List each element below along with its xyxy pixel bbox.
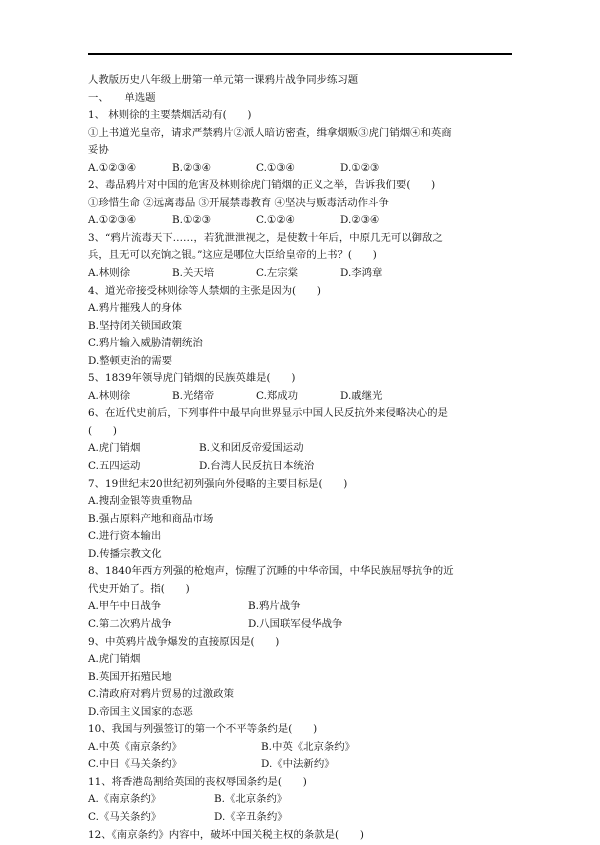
option-c: C.左宗棠 <box>256 267 299 280</box>
option-c: C.《马关条约》 <box>88 810 162 823</box>
header-rule <box>88 53 512 55</box>
option-row <box>88 616 516 634</box>
option-b: B.英国开拓殖民地 <box>88 670 172 683</box>
question-6 <box>88 405 516 475</box>
option-a: A.鸦片摧残人的身体 <box>88 302 182 315</box>
question-3 <box>88 230 516 283</box>
question-7 <box>88 476 516 564</box>
section-title: 一、 单选题 <box>88 91 156 104</box>
option-row <box>88 756 516 774</box>
question-stem: 9、中英鸦片战争爆发的直接原因是( ) <box>88 635 280 648</box>
question-10 <box>88 721 516 774</box>
option-d: D.戚继光 <box>340 389 383 402</box>
option-b: B.关天培 <box>172 267 215 280</box>
option-row <box>88 265 516 283</box>
question-4 <box>88 283 516 371</box>
option-row <box>88 388 516 406</box>
question-9 <box>88 634 516 722</box>
option-c: C.清政府对鸦片贸易的过激政策 <box>88 688 234 701</box>
question-2 <box>88 177 516 230</box>
option-d: D.传播宗教文化 <box>88 547 162 560</box>
option-row <box>88 809 516 827</box>
option-d: D.《辛丑条约》 <box>214 810 288 823</box>
question-stem: ( ) <box>88 424 117 437</box>
question-stem: 8、1840年西方列强的枪炮声，惊醒了沉睡的中华帝国，中华民族屈辱抗争的近 <box>88 565 454 578</box>
option-row <box>88 791 516 809</box>
question-8 <box>88 563 516 633</box>
question-stem: 7、19世纪末20世纪初列强向外侵略的主要目标是( ) <box>88 477 348 490</box>
question-12 <box>88 827 516 845</box>
question-1 <box>88 107 516 177</box>
option-a: A.①②③④ <box>88 161 137 174</box>
option-c: C.①②④ <box>256 214 295 227</box>
option-b: B.义和团反帝爱国运动 <box>199 442 304 455</box>
option-b: B.②③④ <box>172 161 211 174</box>
question-stem: 2、毒品鸦片对中国的危害及林则徐虎门销烟的正义之举，告诉我们要( ) <box>88 179 436 192</box>
question-stem: 4、道光帝接受林则徐等人禁烟的主张是因为( ) <box>88 284 321 297</box>
option-d: D.①②③ <box>340 161 380 174</box>
option-c: C.①③④ <box>256 161 295 174</box>
option-row <box>88 739 516 757</box>
option-row <box>88 212 516 230</box>
question-stem: 3、“鸦片流毒天下……，若犹泄泄视之，是使数十年后，中原几无可以御敌之 <box>88 231 443 244</box>
question-stem: ①上书道光皇帝，请求严禁鸦片②派人暗访密查，缉拿烟贩③虎门销烟④和英商 <box>88 126 452 139</box>
option-d: D.整顿吏治的需要 <box>88 354 172 367</box>
option-c: C.第二次鸦片战争 <box>88 617 172 630</box>
option-row <box>88 598 516 616</box>
question-stem: 代史开始了。指( ) <box>88 582 190 595</box>
option-d: D.②③④ <box>340 214 380 227</box>
question-stem: 6、在近代史前后，下列事件中最早向世界显示中国人民反抗外来侵略决心的是 <box>88 407 448 420</box>
document-body <box>88 72 516 844</box>
option-a: A.中英《南京条约》 <box>88 740 182 753</box>
question-stem: 5、1839年领导虎门销烟的民族英雄是( ) <box>88 372 296 385</box>
option-a: A.林则徐 <box>88 389 130 402</box>
option-c: C.郑成功 <box>256 389 299 402</box>
option-a: A.虎门销烟 <box>88 653 141 666</box>
option-b: B.坚持闭关锁国政策 <box>88 319 183 332</box>
question-stem: 11、将香港岛割给英国的丧权辱国条约是( ) <box>88 775 307 788</box>
question-stem: 12、《南京条约》内容中，破坏中国关税主权的条款是( ) <box>88 828 364 841</box>
option-b: B.强占原料产地和商品市场 <box>88 512 214 525</box>
option-a: A.甲午中日战争 <box>88 600 162 613</box>
option-c: C.进行资本输出 <box>88 530 162 543</box>
option-c: C.中日《马关条约》 <box>88 758 183 771</box>
option-c: C.五四运动 <box>88 460 141 473</box>
option-b: B.光绪帝 <box>172 389 215 402</box>
question-stem: ①珍惜生命 ②远离毒品 ③开展禁毒教育 ④坚决与贩毒活动作斗争 <box>88 196 389 209</box>
option-a: A.林则徐 <box>88 267 130 280</box>
question-stem: 妥协 <box>88 144 109 157</box>
option-c: C.鸦片输入威胁清朝统治 <box>88 337 203 350</box>
question-stem: 兵，且无可以充饷之银。”这应是哪位大臣给皇帝的上书？( ) <box>88 249 377 262</box>
option-d: D.帝国主义国家的态恶 <box>88 705 193 718</box>
question-stem: 1、 林则徐的主要禁烟活动有( ) <box>88 109 252 122</box>
option-b: B.《北京条约》 <box>214 793 288 806</box>
option-row <box>88 440 516 458</box>
option-b: B.①②③ <box>172 214 211 227</box>
question-11 <box>88 774 516 827</box>
document-title: 人教版历史八年级上册第一单元第一课鸦片战争同步练习题 <box>88 74 359 86</box>
option-row <box>88 458 516 476</box>
option-a: A.虎门销烟 <box>88 442 141 455</box>
option-d: D.八国联军侵华战争 <box>248 617 343 630</box>
option-d: D.台湾人民反抗日本统治 <box>199 460 315 473</box>
question-5 <box>88 370 516 405</box>
option-b: B.鸦片战争 <box>248 600 301 613</box>
question-stem: 10、我国与列强签订的第一个不平等条约是( ) <box>88 723 318 736</box>
option-d: D.李鸿章 <box>340 267 383 280</box>
option-a: A.《南京条约》 <box>88 793 162 806</box>
option-a: A.搜刮金银等贵重物品 <box>88 495 193 508</box>
option-d: D.《中法新约》 <box>261 758 335 771</box>
option-b: B.中英《北京条约》 <box>261 740 356 753</box>
option-row <box>88 160 516 178</box>
option-a: A.①②③④ <box>88 214 137 227</box>
